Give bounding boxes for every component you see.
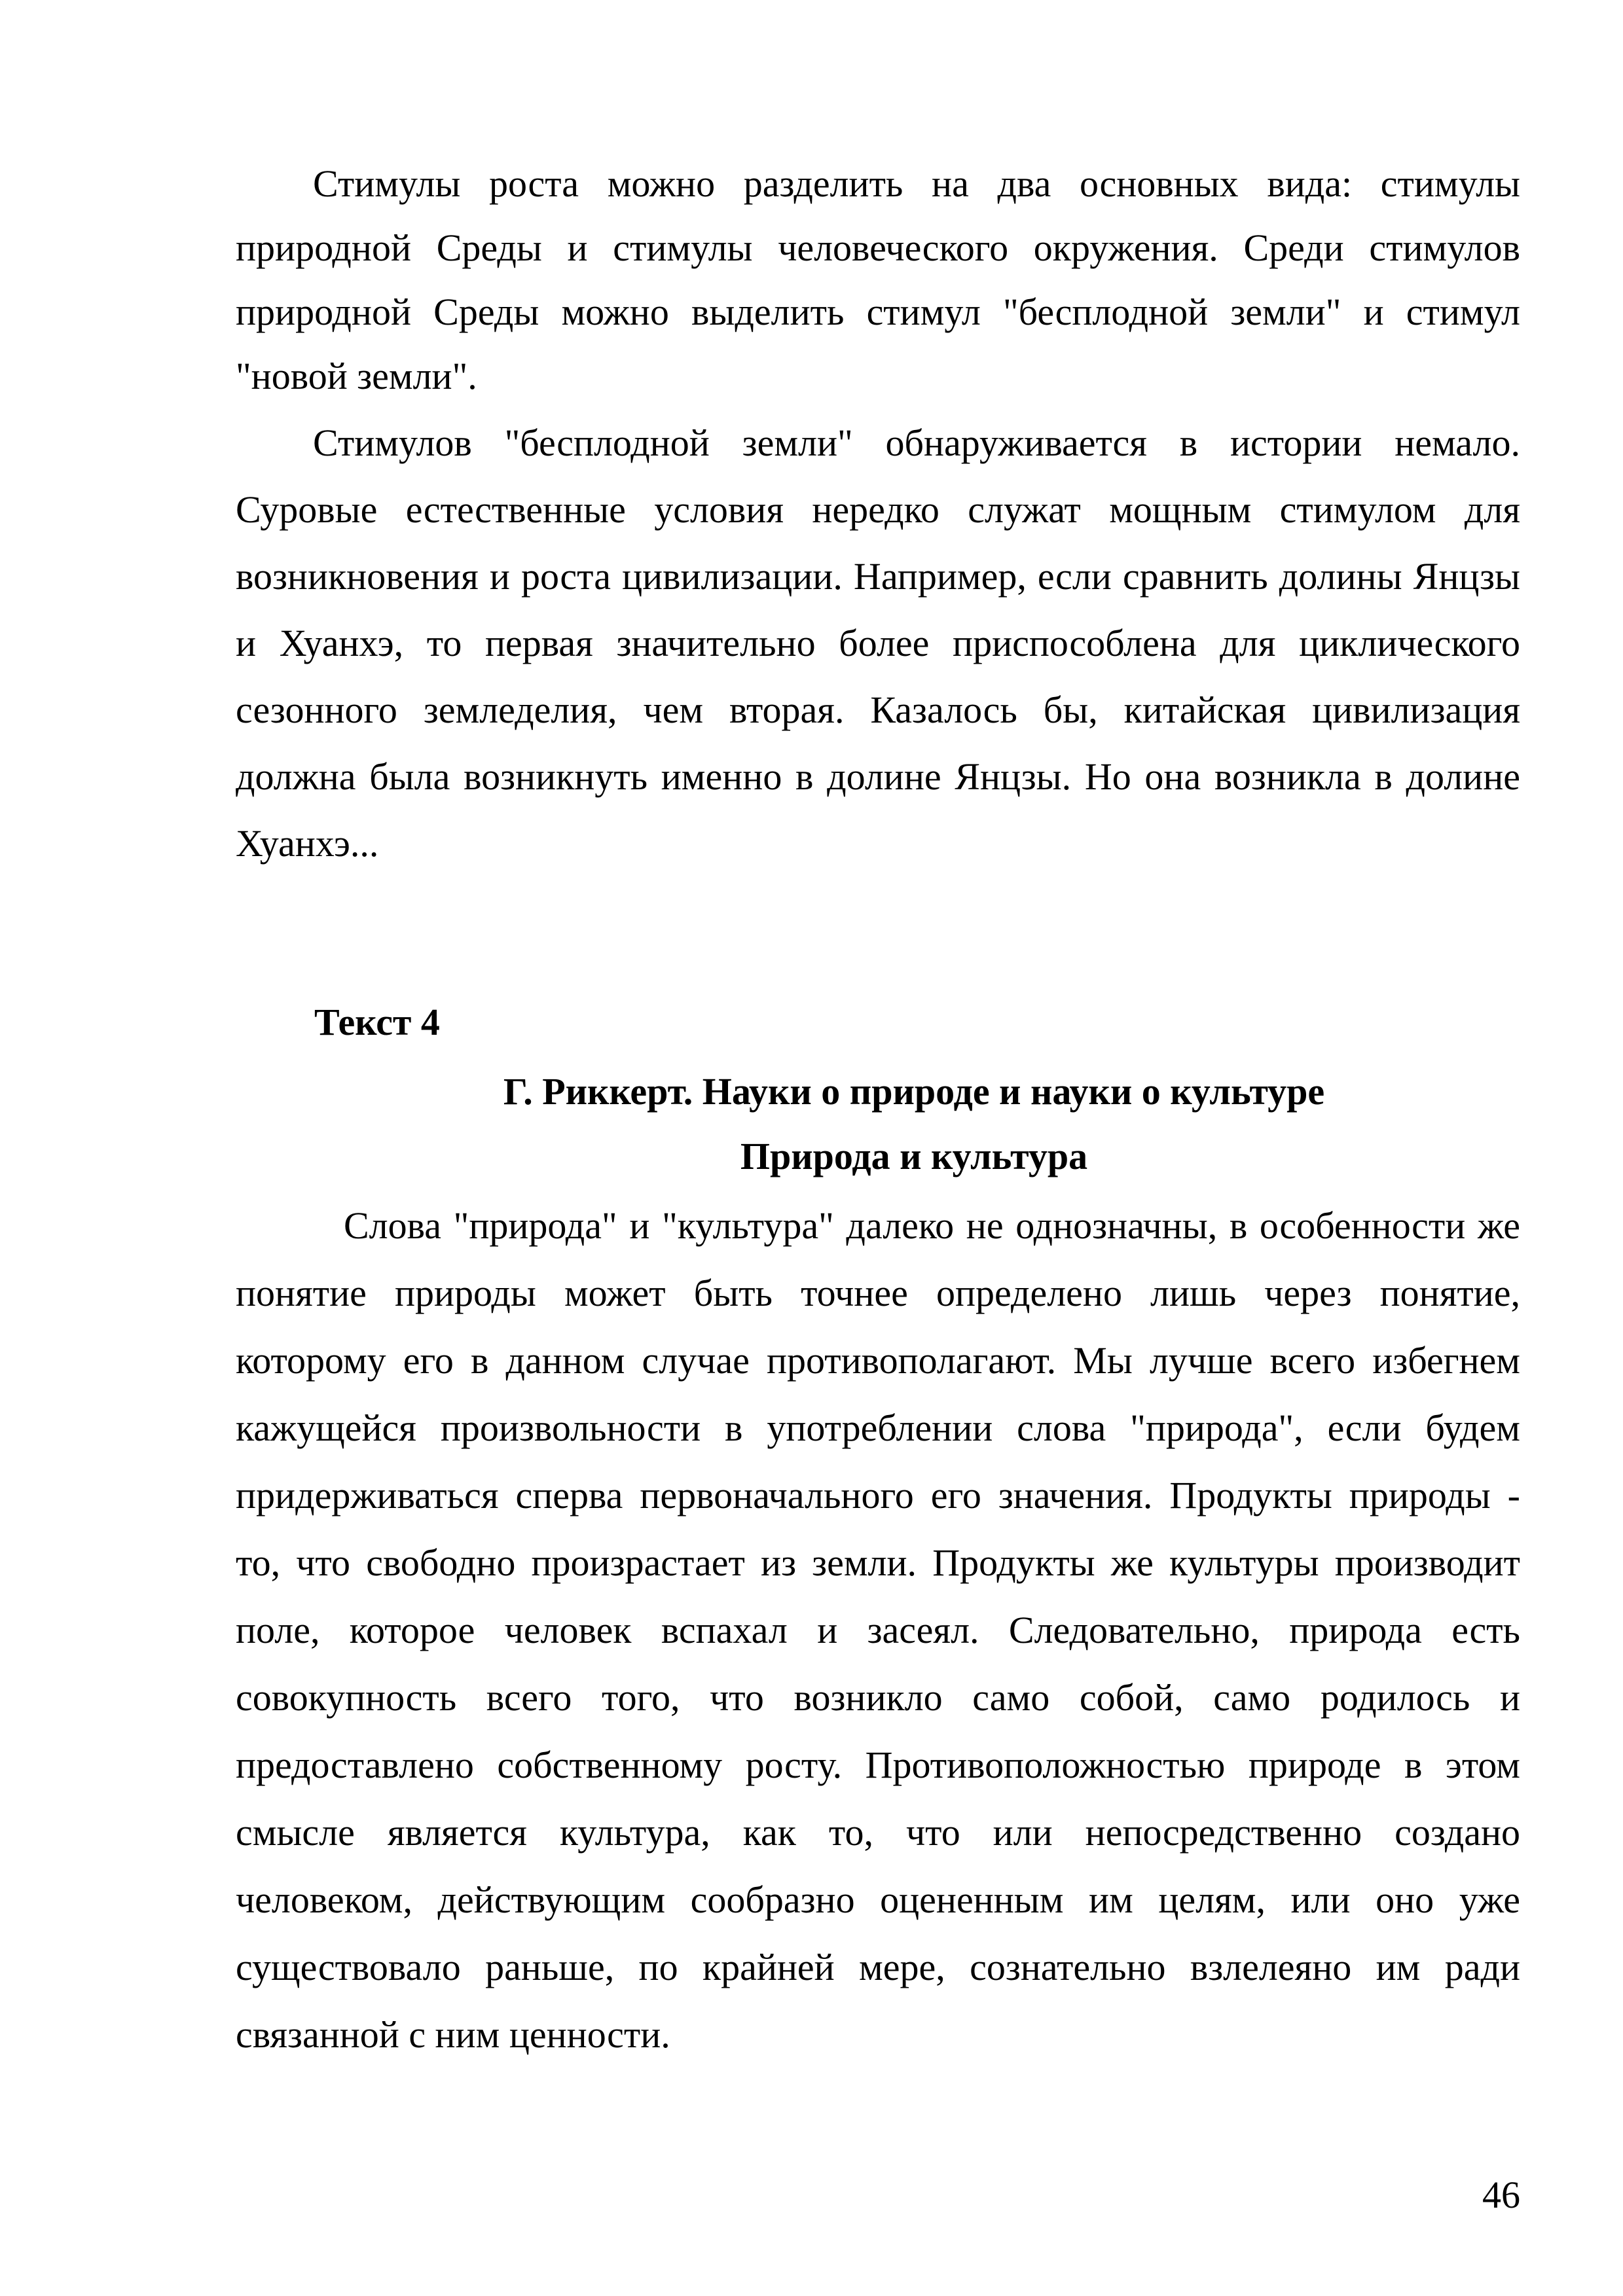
text-line: существовало раньше, по крайней мере, сознательно взлелеяно им ради (236, 1946, 1520, 1988)
text-line: Стимулов "бесплодной земли" обнаруживается в истории немало. (313, 422, 1520, 464)
text-line: возникновения и роста цивилизации. Например, если сравнить долины Янцзы (236, 555, 1520, 598)
text-line: смысле является культура, как то, что или непосредственно создано (236, 1811, 1520, 1854)
text-line: кажущейся произвольности в употреблении слова "природа", если будем (236, 1407, 1520, 1449)
text-line: "новой земли". (236, 355, 477, 397)
text-line: Хуанхэ... (236, 822, 379, 865)
text-line: предоставлено собственному росту. Противоположностью природе в этом (236, 1744, 1520, 1786)
text-line: понятие природы может быть точнее определено лишь через понятие, (236, 1272, 1520, 1314)
text-line: Слова "природа" и "культура" далеко не однозначны, в особенности же (344, 1204, 1520, 1247)
text-line: совокупность всего того, что возникло само собой, само родилось и (236, 1676, 1520, 1719)
text-line: природной Среды и стимулы человеческого окружения. Среди стимулов (236, 226, 1520, 269)
text-line: природной Среды можно выделить стимул "бесплодной земли" и стимул (236, 291, 1520, 333)
page-number: 46 (1482, 2174, 1520, 2216)
paragraph-nature-culture (236, 1192, 1520, 2068)
text-line: связанной с ним ценности. (236, 2013, 670, 2056)
text-line: человеком, действующим сообразно оцененным им целям, или оно уже (236, 1878, 1520, 1921)
text-line: сезонного земледелия, чем вторая. Казалось бы, китайская цивилизация (236, 689, 1520, 731)
text-line: Стимулы роста можно разделить на два основных вида: стимулы (313, 162, 1520, 205)
heading: Г. Риккерт. Науки о природе и науки о культуре (503, 1070, 1325, 1113)
text-line: и Хуанхэ, то первая значительно более приспособлена для циклического (236, 622, 1520, 664)
subheading: Природа и культура (740, 1135, 1088, 1177)
text-line: то, что свободно произрастает из земли. Продукты же культуры производит (236, 1541, 1520, 1584)
text-line: которому его в данном случае противополагают. Мы лучше всего избегнем (236, 1339, 1520, 1382)
paragraph-barren-land (236, 410, 1520, 877)
text-line: придерживаться сперва первоначального его значения. Продукты природы - (236, 1474, 1520, 1516)
text-line: Суровые естественные условия нередко служат мощным стимулом для (236, 488, 1520, 531)
paragraph-growth-stimuli (236, 152, 1520, 408)
text-line: должна была возникнуть именно в долине Янцзы. Но она возникла в долине (236, 755, 1520, 798)
section-label: Текст 4 (314, 1001, 440, 1043)
text-line: поле, которое человек вспахал и засеял. Следовательно, природа есть (236, 1609, 1520, 1651)
